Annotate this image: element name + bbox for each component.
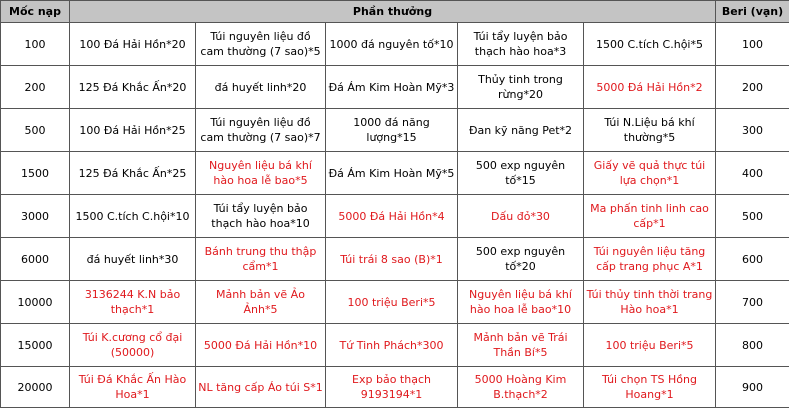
reward-cell: 5000 Đá Hải Hồn*4 xyxy=(326,195,458,238)
reward-cell: Tứ Tinh Phách*300 xyxy=(326,324,458,367)
level-cell: 100 xyxy=(1,23,70,66)
reward-cell: Ma phấn tinh linh cao cấp*1 xyxy=(584,195,716,238)
beri-cell: 600 xyxy=(716,238,789,281)
level-cell: 200 xyxy=(1,66,70,109)
header-beri: Beri (vạn) xyxy=(716,1,789,23)
beri-cell: 700 xyxy=(716,281,789,324)
level-cell: 500 xyxy=(1,109,70,152)
beri-cell: 300 xyxy=(716,109,789,152)
reward-cell: 3136244 K.N bảo thạch*1 xyxy=(70,281,196,324)
reward-cell: 1000 đá nguyên tố*10 xyxy=(326,23,458,66)
table-row xyxy=(1,109,789,152)
reward-cell: 500 exp nguyên tố*15 xyxy=(458,152,584,195)
reward-cell: 500 exp nguyên tố*20 xyxy=(458,238,584,281)
reward-cell: 5000 Hoàng Kim B.thạch*2 xyxy=(458,367,584,408)
reward-cell: Túi Đá Khắc Ấn Hào Hoa*1 xyxy=(70,367,196,408)
reward-cell: Đan kỹ năng Pet*2 xyxy=(458,109,584,152)
reward-cell: NL tăng cấp Áo túi S*1 xyxy=(196,367,326,408)
reward-cell: Bánh trung thu thập cẩm*1 xyxy=(196,238,326,281)
reward-cell: Giấy vẽ quả thực túi lựa chọn*1 xyxy=(584,152,716,195)
reward-cell: Dấu đỏ*30 xyxy=(458,195,584,238)
reward-cell: 1500 C.tích C.hội*10 xyxy=(70,195,196,238)
beri-cell: 900 xyxy=(716,367,789,408)
reward-cell: Túi thủy tinh thời trang Hào hoa*1 xyxy=(584,281,716,324)
level-cell: 1500 xyxy=(1,152,70,195)
reward-cell: Túi trái 8 sao (B)*1 xyxy=(326,238,458,281)
beri-cell: 200 xyxy=(716,66,789,109)
beri-cell: 800 xyxy=(716,324,789,367)
header-rewards: Phần thưởng xyxy=(70,1,716,23)
reward-cell: Exp bảo thạch 9193194*1 xyxy=(326,367,458,408)
level-cell: 15000 xyxy=(1,324,70,367)
beri-cell: 500 xyxy=(716,195,789,238)
reward-cell: 100 triệu Beri*5 xyxy=(326,281,458,324)
reward-cell: đá huyết linh*20 xyxy=(196,66,326,109)
reward-cell: 1000 đá năng lượng*15 xyxy=(326,109,458,152)
reward-cell: 100 Đá Hải Hồn*20 xyxy=(70,23,196,66)
reward-cell: 100 Đá Hải Hồn*25 xyxy=(70,109,196,152)
level-cell: 10000 xyxy=(1,281,70,324)
table-row xyxy=(1,195,789,238)
level-cell: 3000 xyxy=(1,195,70,238)
reward-cell: 100 triệu Beri*5 xyxy=(584,324,716,367)
table-row xyxy=(1,66,789,109)
reward-cell: Thủy tinh trong rừng*20 xyxy=(458,66,584,109)
header-row xyxy=(1,1,789,23)
reward-cell: Nguyên liệu bá khí hào hoa lễ bao*10 xyxy=(458,281,584,324)
table-row xyxy=(1,238,789,281)
reward-cell: đá huyết linh*30 xyxy=(70,238,196,281)
reward-cell: Nguyên liệu bá khí hào hoa lễ bao*5 xyxy=(196,152,326,195)
table-row xyxy=(1,367,789,408)
table-row xyxy=(1,281,789,324)
reward-cell: 125 Đá Khắc Ấn*25 xyxy=(70,152,196,195)
beri-cell: 100 xyxy=(716,23,789,66)
reward-cell: Túi tẩy luyện bảo thạch hào hoa*10 xyxy=(196,195,326,238)
table-row xyxy=(1,23,789,66)
reward-cell: 5000 Đá Hải Hồn*10 xyxy=(196,324,326,367)
reward-cell: Túi N.Liệu bá khí thường*5 xyxy=(584,109,716,152)
reward-cell: Túi nguyên liệu đồ cam thường (7 sao)*5 xyxy=(196,23,326,66)
table-row xyxy=(1,152,789,195)
reward-cell: 125 Đá Khắc Ấn*20 xyxy=(70,66,196,109)
reward-cell: Túi K.cương cổ đại (50000) xyxy=(70,324,196,367)
level-cell: 20000 xyxy=(1,367,70,408)
reward-cell: Đá Ám Kim Hoàn Mỹ*5 xyxy=(326,152,458,195)
reward-cell: Đá Ám Kim Hoàn Mỹ*3 xyxy=(326,66,458,109)
reward-cell: 5000 Đá Hải Hồn*2 xyxy=(584,66,716,109)
reward-cell: Túi tẩy luyện bảo thạch hào hoa*3 xyxy=(458,23,584,66)
reward-cell: Túi nguyên liệu tăng cấp trang phục A*1 xyxy=(584,238,716,281)
reward-cell: 1500 C.tích C.hội*5 xyxy=(584,23,716,66)
table-row xyxy=(1,324,789,367)
level-cell: 6000 xyxy=(1,238,70,281)
reward-cell: Mảnh bản vẽ Ảo Ảnh*5 xyxy=(196,281,326,324)
reward-cell: Mảnh bản vẽ Trái Thần Bí*5 xyxy=(458,324,584,367)
beri-cell: 400 xyxy=(716,152,789,195)
reward-cell: Túi nguyên liệu đồ cam thường (7 sao)*7 xyxy=(196,109,326,152)
reward-cell: Túi chọn TS Hồng Hoang*1 xyxy=(584,367,716,408)
header-level: Mốc nạp xyxy=(1,1,70,23)
